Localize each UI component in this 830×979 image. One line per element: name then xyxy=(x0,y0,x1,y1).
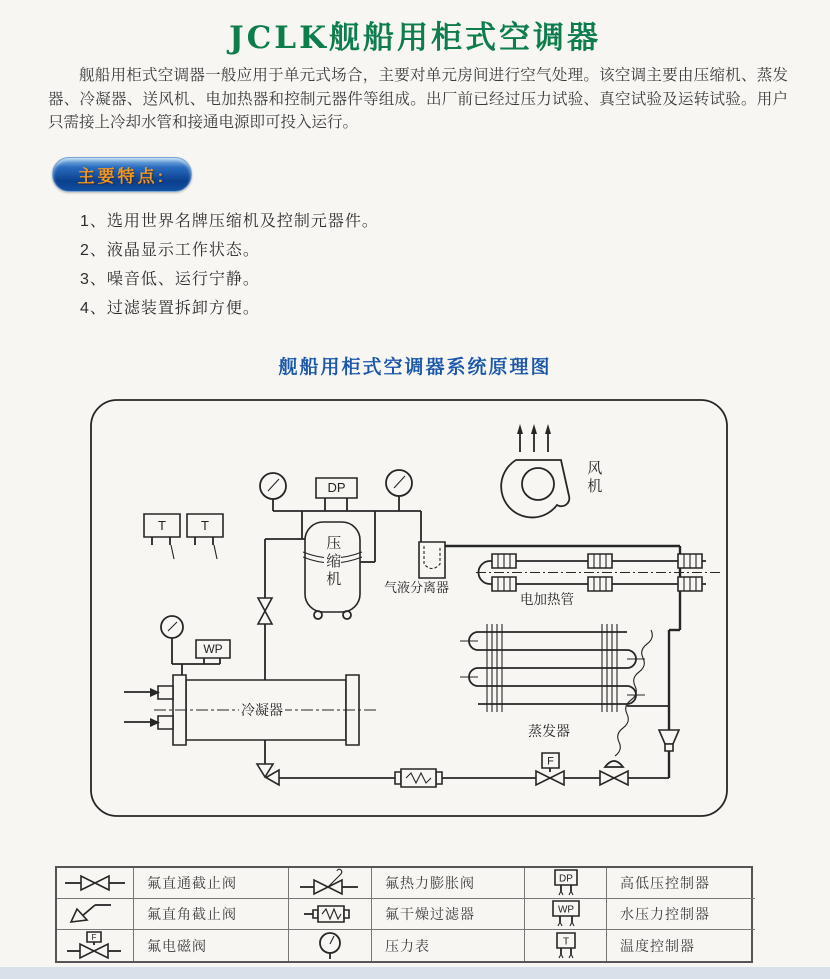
gas-liquid-separator-icon xyxy=(419,542,445,578)
svg-text:DP: DP xyxy=(558,873,573,885)
legend-symbol-straight-stop-valve xyxy=(57,868,134,899)
t-symbol-text: T xyxy=(158,518,166,533)
legend-label: 氟干燥过滤器 xyxy=(372,899,525,930)
wp-controller-icon xyxy=(172,640,230,675)
legend-label: 压力表 xyxy=(372,930,525,961)
page-bottom-band xyxy=(0,967,830,979)
legend-label: 温度控制器 xyxy=(620,937,695,954)
solenoid-valve-icon xyxy=(536,753,564,785)
legend-table xyxy=(55,866,753,963)
legend-label: 氟直通截止阀 xyxy=(134,868,289,899)
legend-symbol-wp-controller xyxy=(525,899,607,930)
water-nozzle xyxy=(158,716,173,729)
svg-text:T: T xyxy=(562,936,569,947)
dp-controller-icon xyxy=(316,478,357,511)
condenser-label: 冷凝器 xyxy=(241,702,283,718)
heater-label: 电加热管 xyxy=(520,592,574,607)
f-symbol-text: F xyxy=(547,755,554,768)
legend-symbol-t-controller xyxy=(525,930,607,961)
legend-label: 氟直角截止阀 xyxy=(134,899,289,930)
pressure-gauge-icon xyxy=(386,470,412,511)
legend-symbol-dp-controller xyxy=(525,868,607,899)
legend-symbol-pressure-gauge xyxy=(289,930,372,961)
evaporator-icon xyxy=(460,624,645,712)
separator-label: 气液分离器 xyxy=(384,580,450,595)
legend-symbol-thermal-expansion-valve xyxy=(289,868,372,899)
system-diagram xyxy=(88,396,738,822)
feature-item: 1、选用世界名牌压缩机及控制元器件。 xyxy=(80,213,379,230)
pressure-gauge-icon xyxy=(260,473,286,511)
dp-symbol-text: DP xyxy=(327,480,346,495)
fan-label: 风机 xyxy=(585,460,603,496)
electric-heater-icon xyxy=(476,554,722,591)
temperature-controller-icon xyxy=(187,514,223,559)
legend-label: 氟热力膨胀阀 xyxy=(372,868,525,899)
capillary-tube-icon xyxy=(615,630,652,756)
filter-drier-icon xyxy=(395,769,442,787)
schematic-drawing xyxy=(88,396,738,822)
pressure-gauge-icon xyxy=(161,616,183,664)
intro-paragraph: 舰船用柜式空调器一般应用于单元式场合，主要对单元房间进行空气处理。该空调主要由压缩机、蒸发器、冷凝器、送风机、电加热器和控制元器件等组成。出厂前已经过压力试验、真空试验及运转试验。用户只需接上冷却水管和接通电源即可投入运行。 xyxy=(48,67,788,131)
legend-symbol-filter-drier xyxy=(289,899,372,930)
t-symbol-text: T xyxy=(201,518,209,533)
features-badge xyxy=(52,157,192,192)
water-inlet-arrow-icon xyxy=(124,688,160,727)
legend-symbol-solenoid-valve xyxy=(57,930,134,961)
temperature-controller-icon xyxy=(144,514,180,559)
airflow-arrows-icon xyxy=(517,424,551,452)
svg-text:F: F xyxy=(91,932,97,942)
features-badge-label: 主要特点: xyxy=(77,167,167,186)
evaporator-label: 蒸发器 xyxy=(528,723,570,739)
wp-symbol-text: WP xyxy=(203,642,223,656)
diagram-border xyxy=(91,400,727,816)
features-list xyxy=(80,212,379,328)
distributor-icon xyxy=(659,730,679,744)
water-nozzle xyxy=(158,686,173,699)
legend-label: 高低压控制器 xyxy=(607,868,755,899)
legend-label: 氟电磁阀 xyxy=(134,930,289,961)
legend-label: 水压力控制器 xyxy=(607,899,755,930)
fan-icon xyxy=(501,424,569,517)
feature-item: 4、过滤装置拆卸方便。 xyxy=(80,300,260,317)
page-title: JCLK舰船用柜式空调器 xyxy=(228,20,602,56)
diagram-title: 舰船用柜式空调器系统原理图 xyxy=(278,357,552,378)
condenser-icon xyxy=(124,675,378,766)
feature-item: 2、液晶显示工作状态。 xyxy=(80,242,260,259)
stop-valve-icon xyxy=(258,598,272,680)
legend-symbol-angle-stop-valve xyxy=(57,899,134,930)
svg-text:WP: WP xyxy=(557,904,574,916)
compressor-label: 压缩机 xyxy=(324,535,342,589)
feature-item: 3、噪音低、运行宁静。 xyxy=(80,271,260,288)
expansion-valve-icon xyxy=(600,761,628,785)
